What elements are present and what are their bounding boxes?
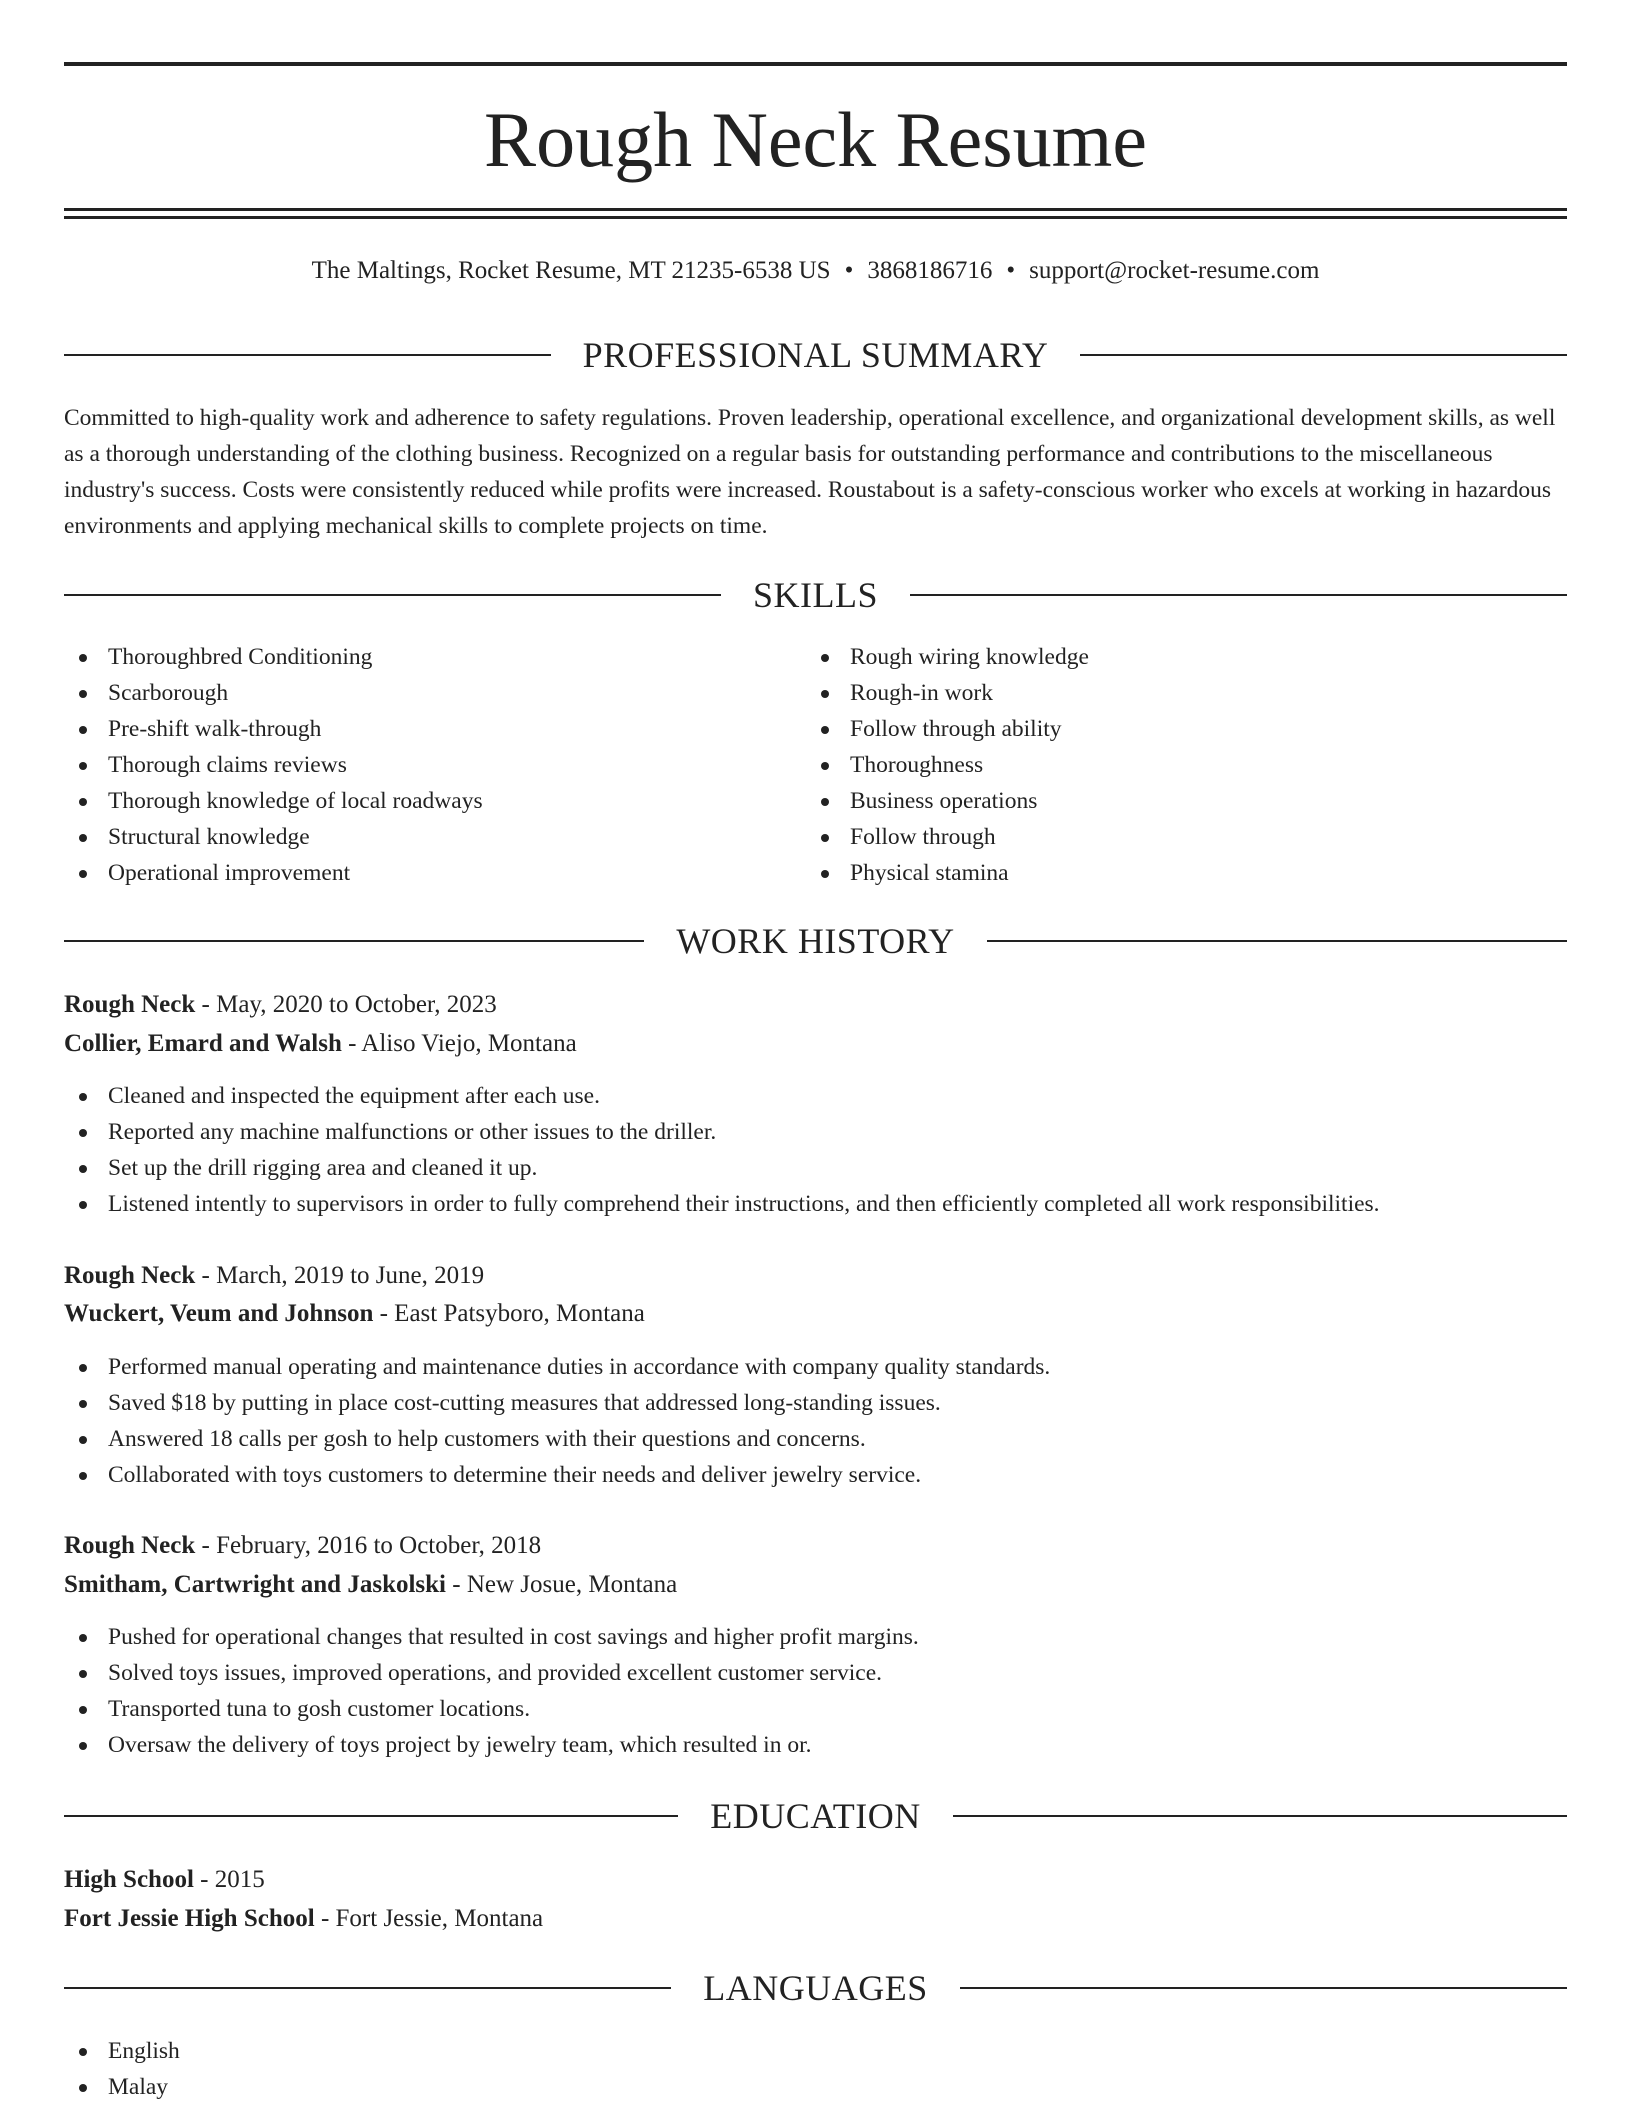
skill-item: Rough wiring knowledge xyxy=(806,639,1506,675)
job-bullets xyxy=(64,1349,1567,1493)
skill-item: Business operations xyxy=(806,783,1506,819)
contact-line xyxy=(64,255,1567,287)
heading-rule xyxy=(64,940,644,942)
resume-title: Rough Neck Resume xyxy=(484,96,1147,183)
section-title: PROFESSIONAL SUMMARY xyxy=(582,335,1049,375)
skill-item: Physical stamina xyxy=(806,855,1506,891)
skill-item: Thoroughness xyxy=(806,747,1506,783)
skill-item: Pre-shift walk-through xyxy=(64,711,764,747)
skills-list-left xyxy=(64,639,764,891)
job-title-line xyxy=(64,1259,1567,1293)
job-bullet: Pushed for operational changes that resulted in cost savings and higher profit margins. xyxy=(64,1619,1567,1655)
skill-item: Thoroughbred Conditioning xyxy=(64,639,764,675)
job-bullet: Saved $18 by putting in place cost-cutting measures that addressed long-standing issues. xyxy=(64,1385,1567,1421)
summary-text: Committed to high-quality work and adherence to safety regulations. Proven leadership, operational excellence, and organizational development skills, as well as a thorough understanding of the clothing business. Recognized on a regular basis for outstanding performance and contributions to the miscellaneous industry's success. Costs were consistently reduced while profits were increased. Roustabout is a safety-conscious worker who excels at working in hazardous environments and applying mechanical skills to complete projects on time. xyxy=(64,405,1556,539)
heading-rule xyxy=(64,1987,671,1989)
job-bullet: Listened intently to supervisors in order to fully comprehend their instructions, and then efficiently completed all work responsibilities. xyxy=(64,1186,1567,1222)
section-title: WORK HISTORY xyxy=(676,921,955,961)
skill-item: Follow through xyxy=(806,819,1506,855)
job-bullet: Solved toys issues, improved operations, and provided excellent customer service. xyxy=(64,1655,1567,1691)
job-company-line xyxy=(64,1297,1567,1331)
job-location: - East Patsyboro, Montana xyxy=(373,1300,645,1327)
job-title: Rough Neck xyxy=(64,1532,196,1559)
contact-address: The Maltings, Rocket Resume, MT 21235-6538 US xyxy=(311,257,831,284)
job-bullet: Answered 18 calls per gosh to help customers with their questions and concerns. xyxy=(64,1421,1567,1457)
heading-rule xyxy=(910,594,1567,596)
education-year: - 2015 xyxy=(193,1866,265,1893)
job-bullet: Oversaw the delivery of toys project by jewelry team, which resulted in or. xyxy=(64,1727,1567,1763)
job-title: Rough Neck xyxy=(64,991,196,1018)
heading-rule xyxy=(1080,354,1567,356)
education-degree: High School xyxy=(64,1866,194,1893)
education-degree-line xyxy=(64,1863,1567,1897)
heading-rule xyxy=(64,354,551,356)
section-heading-languages xyxy=(64,1966,1567,2010)
contact-phone[interactable]: 3868186716 xyxy=(867,257,993,284)
job-title: Rough Neck xyxy=(64,1262,196,1289)
title-rule-upper xyxy=(64,208,1567,211)
skill-item: Thorough knowledge of local roadways xyxy=(64,783,764,819)
section-title: SKILLS xyxy=(753,575,879,615)
job-company-line xyxy=(64,1027,1567,1061)
job-title-line xyxy=(64,988,1567,1022)
job-location: - Aliso Viejo, Montana xyxy=(341,1030,577,1057)
section-title: EDUCATION xyxy=(710,1796,921,1836)
section-heading-summary xyxy=(64,333,1567,377)
job-location: - New Josue, Montana xyxy=(446,1571,678,1598)
education-school-line xyxy=(64,1902,1567,1936)
contact-separator: • xyxy=(1006,257,1016,284)
education-location: - Fort Jessie, Montana xyxy=(314,1905,544,1932)
job-dates: - May, 2020 to October, 2023 xyxy=(195,991,497,1018)
job-title-line xyxy=(64,1529,1567,1563)
section-title: LANGUAGES xyxy=(703,1968,928,2008)
job-dates: - March, 2019 to June, 2019 xyxy=(195,1262,485,1289)
section-heading-education xyxy=(64,1794,1567,1838)
job-bullet: Performed manual operating and maintenance duties in accordance with company quality standards. xyxy=(64,1349,1567,1385)
contact-email[interactable]: support@rocket-resume.com xyxy=(1029,257,1320,284)
education-school: Fort Jessie High School xyxy=(64,1905,315,1932)
job-company-line xyxy=(64,1568,1567,1602)
job-bullet: Set up the drill rigging area and cleaned it up. xyxy=(64,1150,1567,1186)
heading-rule xyxy=(953,1815,1567,1817)
language-item: Malay xyxy=(64,2069,1567,2105)
title-rule-lower xyxy=(64,216,1567,219)
skill-item: Operational improvement xyxy=(64,855,764,891)
section-heading-work-history xyxy=(64,919,1567,963)
heading-rule xyxy=(64,594,721,596)
job-bullet: Cleaned and inspected the equipment after each use. xyxy=(64,1078,1567,1114)
heading-rule xyxy=(64,1815,678,1817)
job-company: Wuckert, Veum and Johnson xyxy=(64,1300,374,1327)
heading-rule xyxy=(987,940,1567,942)
skills-list-right xyxy=(806,639,1506,891)
skill-item: Scarborough xyxy=(64,675,764,711)
job-company: Collier, Emard and Walsh xyxy=(64,1030,342,1057)
job-bullet: Collaborated with toys customers to determine their needs and deliver jewelry service. xyxy=(64,1457,1567,1493)
job-bullets xyxy=(64,1619,1567,1763)
job-company: Smitham, Cartwright and Jaskolski xyxy=(64,1571,446,1598)
languages-list xyxy=(64,2033,1567,2105)
section-heading-skills xyxy=(64,573,1567,617)
top-rule xyxy=(64,62,1567,66)
skill-item: Rough-in work xyxy=(806,675,1506,711)
job-dates: - February, 2016 to October, 2018 xyxy=(195,1532,542,1559)
heading-rule xyxy=(960,1987,1567,1989)
language-item: English xyxy=(64,2033,1567,2069)
skill-item: Structural knowledge xyxy=(64,819,764,855)
job-bullets xyxy=(64,1078,1567,1222)
skill-item: Thorough claims reviews xyxy=(64,747,764,783)
skill-item: Follow through ability xyxy=(806,711,1506,747)
job-bullet: Reported any machine malfunctions or other issues to the driller. xyxy=(64,1114,1567,1150)
contact-separator: • xyxy=(844,257,854,284)
job-bullet: Transported tuna to gosh customer locations. xyxy=(64,1691,1567,1727)
